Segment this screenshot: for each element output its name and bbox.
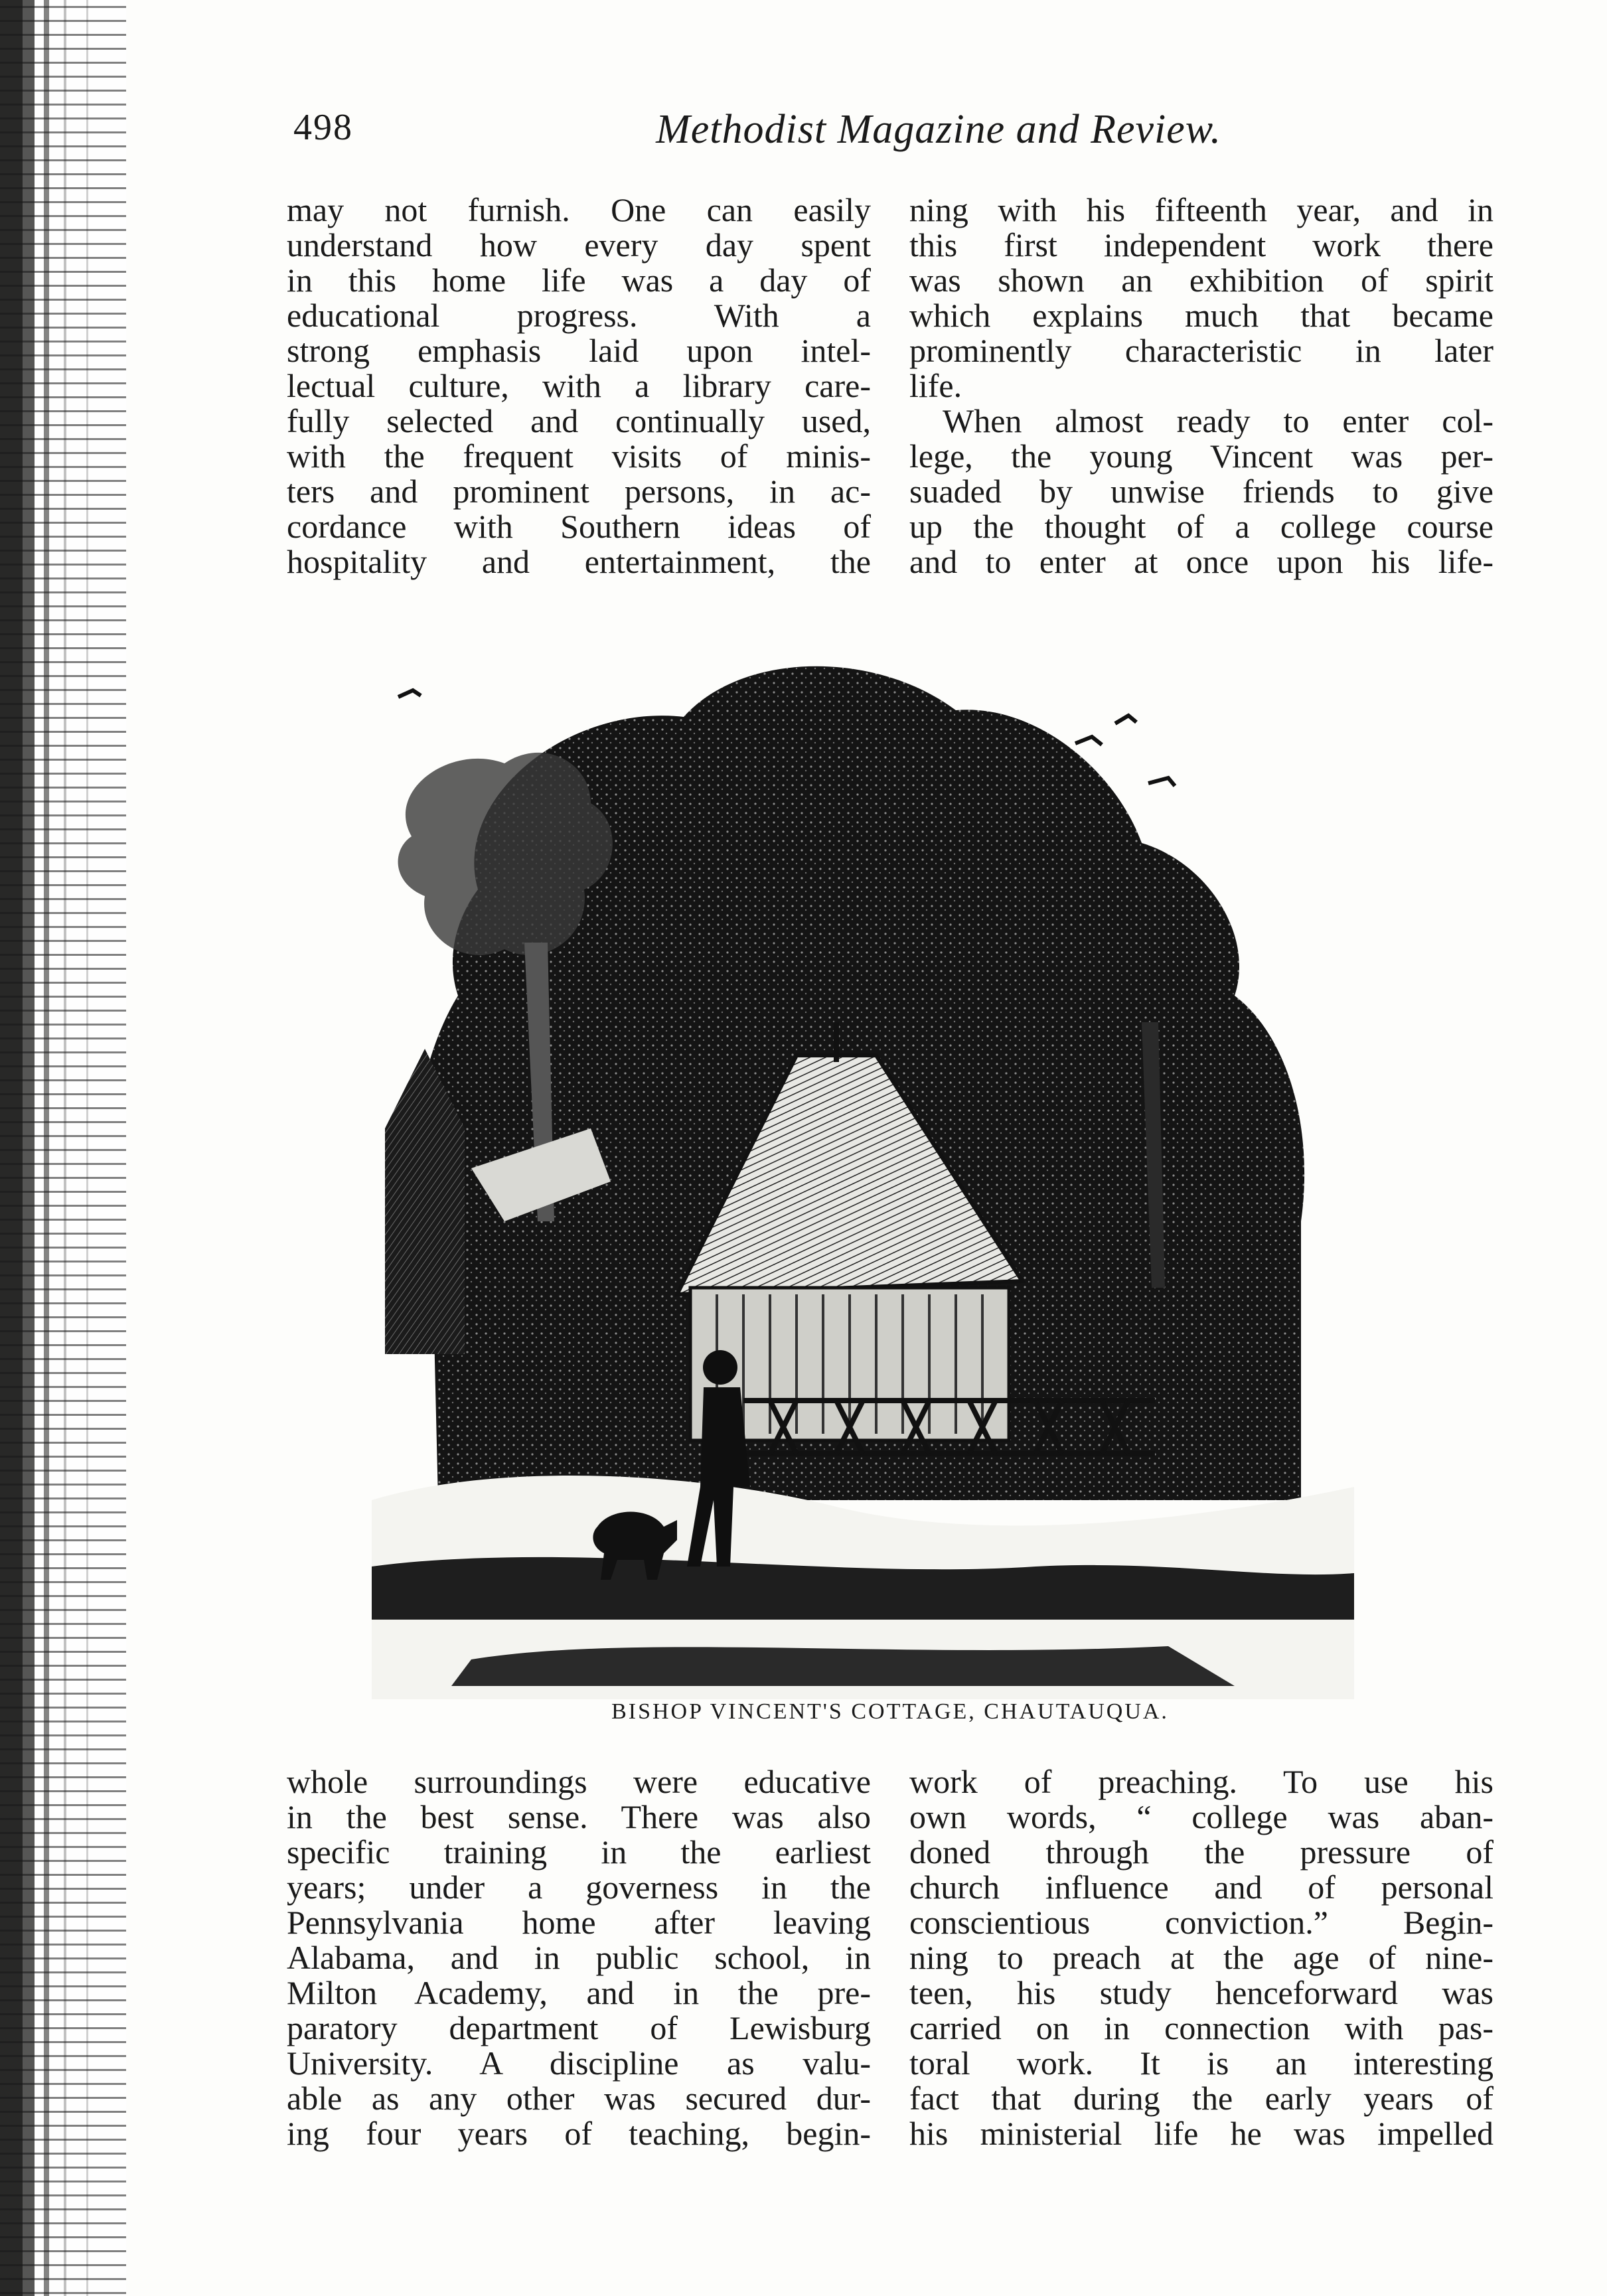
text-line: whole surroundings were educative <box>287 1763 871 1800</box>
text-line: which explains much that became <box>909 297 1493 334</box>
text-line: may not furnish. One can easily <box>287 191 871 228</box>
text-line: life. <box>909 367 962 404</box>
illustration-caption: BISHOP VINCENT'S COTTAGE, CHAUTAUQUA. <box>611 1699 1169 1724</box>
text-line: his ministerial life he was impelled <box>909 2115 1493 2152</box>
book-binding-edge <box>0 0 126 2296</box>
text-line: When almost ready to enter col- <box>943 402 1493 439</box>
text-line: in this home life was a day of <box>287 262 871 299</box>
text-line: fully selected and continually used, <box>287 402 871 439</box>
text-line: lectual culture, with a library care- <box>287 367 871 404</box>
cottage-engraving <box>372 624 1354 1699</box>
text-line: University. A discipline as valu- <box>287 2044 871 2082</box>
text-line: cordance with Southern ideas of <box>287 508 871 545</box>
text-line: teen, his study henceforward was <box>909 1974 1493 2011</box>
text-line: in the best sense. There was also <box>287 1798 871 1835</box>
column-bottom-right <box>909 1764 1493 2151</box>
text-line: was shown an exhibition of spirit <box>909 262 1493 299</box>
text-line: lege, the young Vincent was per- <box>909 437 1493 475</box>
text-line: understand how every day spent <box>287 226 871 264</box>
column-top-left <box>287 192 871 579</box>
text-line: fact that during the early years of <box>909 2080 1493 2117</box>
text-line: educational progress. With a <box>287 297 871 334</box>
text-line: specific training in the earliest <box>287 1833 871 1871</box>
text-line: and to enter at once upon his life- <box>909 543 1493 580</box>
text-line: carried on in connection with pas- <box>909 2009 1493 2046</box>
text-line: ters and prominent persons, in ac- <box>287 473 871 510</box>
column-top-right <box>909 192 1493 579</box>
text-line: with the frequent visits of minis- <box>287 437 871 475</box>
text-line: strong emphasis laid upon intel- <box>287 332 871 369</box>
text-line: years; under a governess in the <box>287 1869 871 1906</box>
text-line: Milton Academy, and in the pre- <box>287 1974 871 2011</box>
text-line: Pennsylvania home after leaving <box>287 1904 871 1941</box>
text-line: ning with his fifteenth year, and in <box>909 191 1493 228</box>
text-line: ning to preach at the age of nine- <box>909 1939 1493 1976</box>
text-line: hospitality and entertainment, the <box>287 543 871 580</box>
text-line: up the thought of a college course <box>909 508 1493 545</box>
text-line: conscientious conviction.” Begin- <box>909 1904 1493 1941</box>
page-header <box>287 100 1221 159</box>
text-line: suaded by unwise friends to give <box>909 473 1493 510</box>
text-line: own words, “ college was aban- <box>909 1798 1493 1835</box>
text-line: work of preaching. To use his <box>909 1763 1493 1800</box>
column-bottom-left <box>287 1764 871 2151</box>
running-title: Methodist Magazine and Review. <box>656 107 1221 152</box>
text-line: doned through the pressure of <box>909 1833 1493 1871</box>
text-line: this first independent work there <box>909 226 1493 264</box>
text-line: church influence and of personal <box>909 1869 1493 1906</box>
text-line: toral work. It is an interesting <box>909 2044 1493 2082</box>
text-line: paratory department of Lewisburg <box>287 2009 871 2046</box>
page-number: 498 <box>293 107 353 148</box>
text-line: able as any other was secured dur- <box>287 2080 871 2117</box>
text-line: prominently characteristic in later <box>909 332 1493 369</box>
text-line: ing four years of teaching, begin- <box>287 2115 871 2152</box>
text-line: Alabama, and in public school, in <box>287 1939 871 1976</box>
